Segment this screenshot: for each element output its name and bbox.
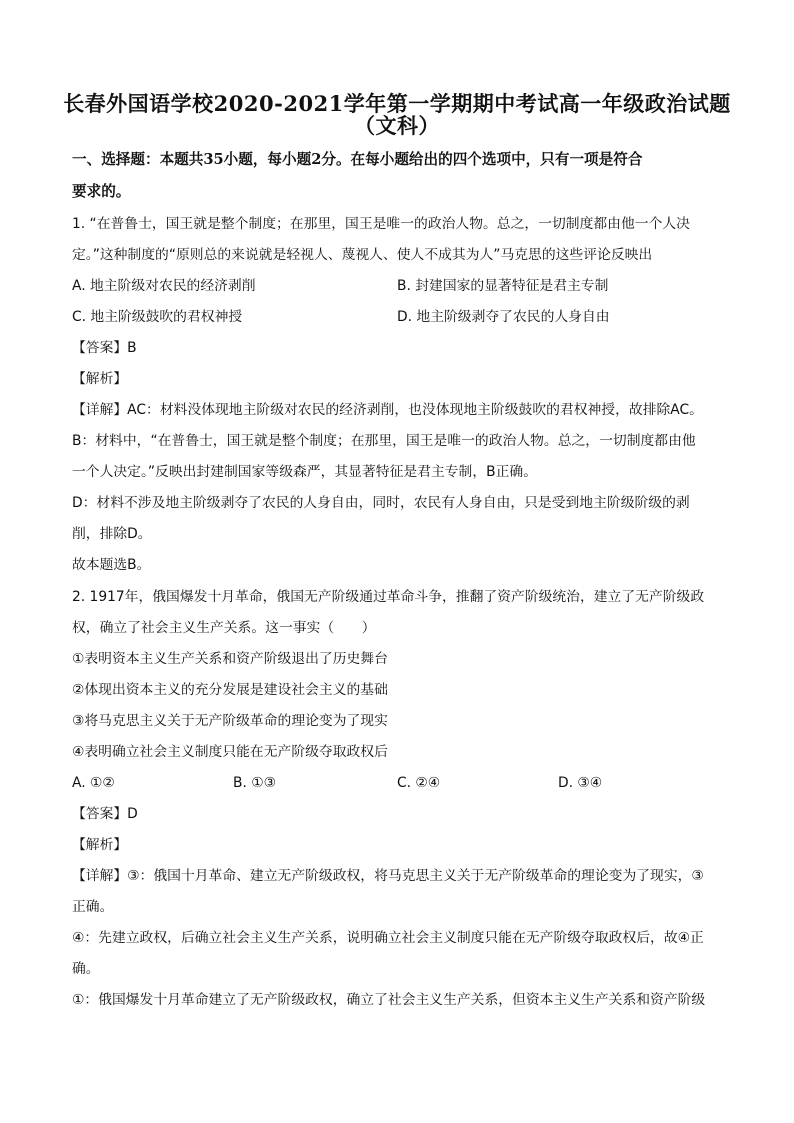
q2-detail-line: ④：先建立政权，后确立社会主义生产关系，说明确立社会主义制度只能在无产阶级夺取政权后，故④正	[72, 930, 704, 946]
q2-stem-cont: 权，确立了社会主义生产关系。这一事实（ ）	[72, 620, 376, 636]
q2-option-d: D. ③④	[558, 775, 603, 791]
section-heading-cont: 要求的。	[72, 183, 131, 200]
q2-detail-line: 确。	[72, 961, 100, 977]
q1-detail-line: 削，排除D。	[72, 526, 152, 542]
section-heading: 一、选择题：本题共35小题，每小题2分。在每小题给出的四个选项中，只有一项是符合	[72, 151, 643, 168]
document-subtitle: （文科）	[354, 113, 440, 138]
document-title: 长春外国语学校2020-2021学年第一学期期中考试高一年级政治试题	[63, 91, 731, 116]
q1-option-d: D. 地主阶级剥夺了农民的人身自由	[397, 309, 610, 325]
q1-analysis-label: 【解析】	[72, 371, 128, 387]
q2-analysis-label: 【解析】	[72, 837, 128, 853]
q1-option-c: C. 地主阶级鼓吹的君权神授	[72, 309, 243, 325]
q2-answer: 【答案】D	[72, 806, 138, 822]
q2-detail-line: ①：俄国爆发十月革命建立了无产阶级政权，确立了社会主义生产关系，但资本主义生产关系和资产阶级	[72, 992, 706, 1008]
q2-option-a: A. ①②	[72, 775, 115, 791]
q1-detail-line: 故本题选B。	[72, 557, 151, 573]
q1-detail-line: 【详解】AC：材料没体现地主阶级对农民的经济剥削，也没体现地主阶级鼓吹的君权神授，故排除AC。	[72, 402, 703, 418]
q1-option-a: A. 地主阶级对农民的经济剥削	[72, 278, 256, 294]
q2-option-c: C. ②④	[397, 775, 441, 791]
q1-detail-line: B：材料中，“在普鲁士，国王就是整个制度；在那里，国王是唯一的政治人物。总之，一切制度都由他	[72, 433, 696, 449]
q2-stem: 2. 1917年，俄国爆发十月革命，俄国无产阶级通过革命斗争，推翻了资产阶级统治，建立了无产阶级政	[72, 589, 705, 605]
q1-answer: 【答案】B	[72, 340, 137, 356]
q1-detail-line: 一个人决定。”反映出封建制国家等级森严，其显著特征是君主专制，B正确。	[72, 464, 538, 480]
q2-detail-line: 正确。	[72, 899, 114, 915]
q2-detail-line: 【详解】③：俄国十月革命、建立无产阶级政权，将马克思主义关于无产阶级革命的理论变为了现实，③	[72, 868, 704, 884]
q1-stem-cont: 定。”这种制度的“原则总的来说就是轻视人、蔑视人、使人不成其为人”马克思的这些评论反映出	[72, 247, 653, 263]
q2-option-b: B. ①③	[233, 775, 276, 791]
q2-item: ①表明资本主义生产关系和资产阶级退出了历史舞台	[72, 651, 388, 667]
q1-stem: 1. “在普鲁士，国王就是整个制度；在那里，国王是唯一的政治人物。总之，一切制度都由他一个人决	[72, 216, 690, 232]
q1-detail-line: D：材料不涉及地主阶级剥夺了农民的人身自由，同时，农民有人身自由，只是受到地主阶级阶级的剥	[72, 495, 690, 511]
q1-option-b: B. 封建国家的显著特征是君主专制	[397, 278, 609, 294]
q2-item: ④表明确立社会主义制度只能在无产阶级夺取政权后	[72, 744, 388, 760]
q2-item: ③将马克思主义关于无产阶级革命的理论变为了现实	[72, 713, 388, 729]
q2-item: ②体现出资本主义的充分发展是建设社会主义的基础	[72, 682, 388, 698]
